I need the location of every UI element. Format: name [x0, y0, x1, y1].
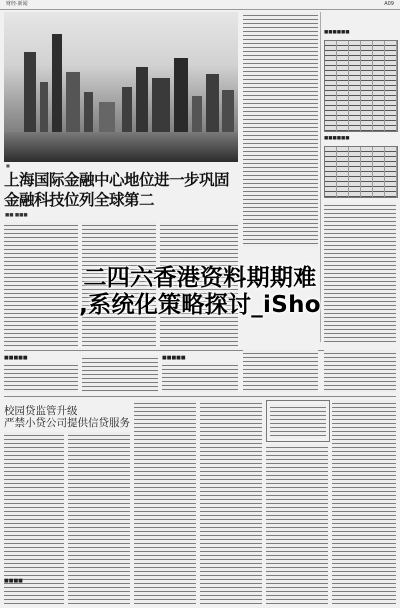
article-column-right-1 — [243, 12, 318, 247]
secondary-headline: 校园贷监管升级 严禁小贷公司提供信贷服务 — [4, 405, 130, 429]
small-article-2 — [82, 355, 158, 392]
masthead-section: 财经·新闻 — [6, 1, 28, 7]
section-rule-2 — [4, 396, 396, 397]
article-lower-col-5 — [266, 444, 328, 604]
masthead-page-number: A09 — [384, 1, 394, 7]
table-title-2: ■■■■■■ — [324, 136, 350, 141]
small-article-1 — [4, 362, 78, 392]
overlay-title: 二四六香港资料期期难 ,系统化策略探讨_iSho — [79, 265, 321, 318]
skyline-photo — [4, 12, 238, 162]
byline: ■■ ■■■ — [5, 213, 28, 218]
data-table-2 — [324, 146, 398, 198]
data-table-1 — [324, 40, 398, 132]
main-headline: 上海国际金融中心地位进一步巩固 金融科技位列全球第二 — [4, 171, 230, 209]
small-article-head-3: ■■■■■ — [162, 355, 186, 361]
small-article-3 — [162, 362, 238, 392]
lower-subhead: ■■■■ — [4, 578, 23, 584]
small-article-4 — [243, 350, 318, 392]
small-article-5 — [324, 350, 396, 392]
table-title-1: ■■■■■■ — [324, 30, 350, 35]
newspaper-masthead — [0, 0, 400, 10]
boxed-quote — [266, 400, 330, 442]
small-article-head-1: ■■■■■ — [4, 355, 28, 361]
photo-credit: ■ — [6, 163, 10, 168]
article-lower-col-3 — [134, 400, 196, 604]
article-lower-col-2 — [68, 432, 130, 604]
article-lower-col-6 — [332, 400, 396, 604]
article-lower-col-4 — [200, 400, 262, 604]
